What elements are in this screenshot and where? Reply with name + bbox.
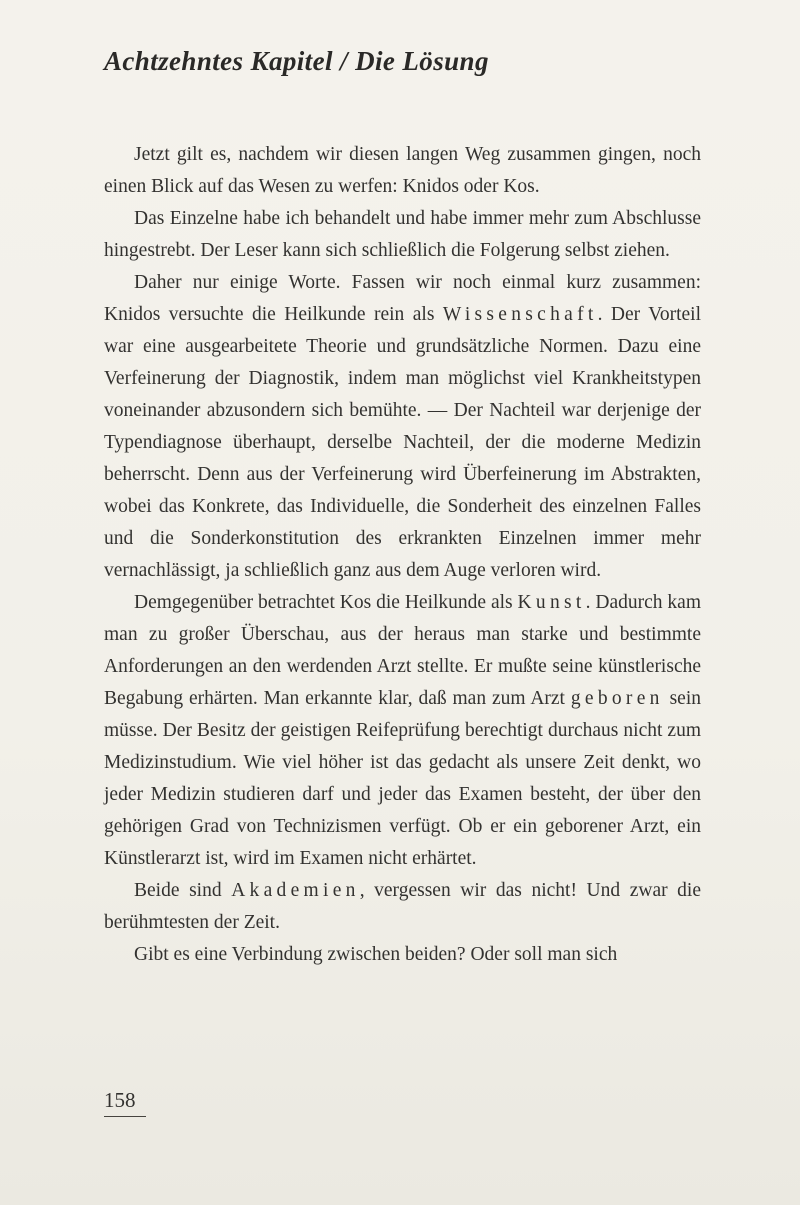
emphasized-word: Wissenschaft — [442, 304, 598, 325]
paragraph — [104, 267, 701, 587]
paragraph — [104, 587, 701, 875]
text-run: Gibt es eine Verbindung zwischen beiden? Oder soll man sich — [134, 944, 618, 965]
paragraph — [104, 203, 701, 267]
text-run: Demgegenüber betrachtet Kos die Heilkunde als — [134, 592, 518, 613]
chapter-heading: Achtzehntes Kapitel / Die Lösung — [104, 46, 489, 76]
emphasized-word: Kunst — [517, 592, 586, 613]
page-body — [104, 139, 701, 971]
text-run: . Der Vorteil war eine ausgearbeitete Theorie und grundsätzliche Normen. Dazu eine Verfeinerung der Diagnostik, indem man möglichst viel Krankheitstypen voneinander abzusondern sich bemühte. — Der Nachteil war derjenige der Typendiagnose überhaupt, derselbe Nachteil, der die moderne Medizin beherrscht. Denn aus der Verfeinerung wird Überfeinerung im Abstrakten, wobei das Konkrete, das Individuelle, die Sonderheit des einzelnen Falles und die Sonderkonstitution des erkrankten Einzelnen immer mehr vernachlässigt, ja schließlich ganz aus dem Auge verloren wird. — [104, 304, 701, 581]
page-number: 158 — [104, 1088, 146, 1117]
text-run: Daher nur einige Worte. Fassen wir noch einmal kurz zusammen: Knidos versuchte die Heilkunde rein als — [104, 272, 701, 325]
text-run: Jetzt gilt es, nachdem wir diesen langen Weg zusammen gingen, noch einen Blick auf das Wesen zu werfen: Knidos oder Kos. — [104, 144, 701, 197]
paragraph — [104, 939, 701, 971]
emphasized-word: Akademien — [231, 880, 360, 901]
paragraph — [104, 875, 701, 939]
text-run: Das Einzelne habe ich behandelt und habe immer mehr zum Abschlusse hingestrebt. Der Leser kann sich schließlich die Folgerung selbst ziehen. — [104, 208, 701, 261]
text-run: . Dadurch kam man zu großer Überschau, aus der heraus man starke und bestimmte Anforderungen an den werdenden Arzt stellte. Er mußte seine künstlerische Begabung erhärten. Man erkannte klar, daß man zum Arzt — [104, 592, 701, 709]
text-run: Beide sind — [134, 880, 232, 901]
emphasized-word: geboren — [570, 688, 664, 709]
text-run: sein müsse. Der Besitz der geistigen Reifeprüfung berechtigt durchaus nicht zum Medizinstudium. Wie viel höher ist das gedacht als unsere Zeit denkt, wo jeder Medizin studieren darf und jeder das Examen besteht, der über den gehörigen Grad von Technizismen verfügt. Ob er ein geborener Arzt, ein Künstlerarzt ist, wird im Examen nicht erhärtet. — [104, 688, 701, 869]
paragraph — [104, 139, 701, 203]
text-run: , vergessen wir das nicht! Und zwar die berühmtesten der Zeit. — [104, 880, 702, 933]
